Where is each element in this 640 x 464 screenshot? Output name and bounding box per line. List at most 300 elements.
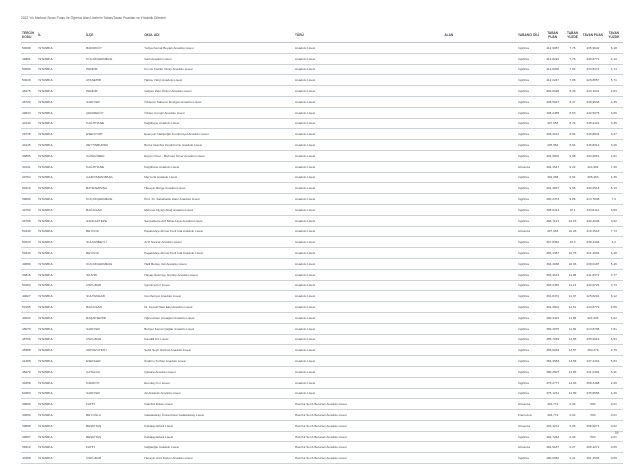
cell-tavan-yuzde: 2,79 bbox=[605, 345, 623, 356]
cell-taban-puan: 390,4423 bbox=[541, 312, 563, 323]
cell-ilce: ESENLER bbox=[85, 356, 143, 367]
table-row bbox=[21, 388, 623, 399]
cell-taban-puan: 404,1547 bbox=[541, 161, 563, 172]
cell-tavan-yuzde: 6,54 bbox=[605, 334, 623, 345]
cell-taban-puan: 405,654 bbox=[541, 140, 563, 151]
cell-yabanci-dili: İngilizce bbox=[517, 237, 541, 248]
cell-ilce: SULTANGAZİ bbox=[85, 291, 143, 302]
cell-okul-adi: Gülşen Zeki Özden Anadolu Lisesi bbox=[143, 86, 294, 97]
cell-tavan-yuzde: 4,61 bbox=[605, 150, 623, 161]
cell-yabanci-dili: İngilizce bbox=[517, 431, 541, 442]
cell-taban-yuzde: 13,56 bbox=[564, 356, 581, 367]
cell-tercih-kodu: 39738 bbox=[21, 129, 37, 140]
cell-turu: Hazırlık Sınıfı Bulunan Anadolu Lisesi bbox=[294, 399, 381, 410]
cell-alan bbox=[381, 64, 517, 75]
cell-tercih-kodu: 40145 bbox=[21, 140, 37, 151]
cell-turu: Anadolu Lisesi bbox=[294, 172, 381, 183]
cell-taban-yuzde: 8,74 bbox=[564, 118, 581, 129]
cell-tavan-yuzde: 6,18 bbox=[605, 43, 623, 54]
cell-il: İSTANBUL bbox=[37, 356, 85, 367]
cell-tercih-kodu: 50028 bbox=[21, 75, 37, 86]
cell-taban-puan: 394,4038 bbox=[541, 258, 563, 269]
cell-taban-yuzde: 13,83 bbox=[564, 366, 581, 377]
cell-tavan-puan: 430,0518 bbox=[581, 183, 604, 194]
cell-tavan-puan: 437,2432 bbox=[581, 356, 604, 367]
cell-taban-yuzde: 9,54 bbox=[564, 172, 581, 183]
cell-turu: Anadolu Lisesi bbox=[294, 96, 381, 107]
table-row bbox=[21, 64, 623, 75]
table-row bbox=[21, 237, 623, 248]
cell-ilce: KAĞITHANE bbox=[85, 161, 143, 172]
cell-taban-yuzde: 10,76 bbox=[564, 248, 581, 259]
cell-tavan-yuzde: 3,92 bbox=[605, 215, 623, 226]
cell-tavan-puan: 421,4683 bbox=[581, 248, 604, 259]
cell-alan bbox=[381, 280, 517, 291]
cell-il: İSTANBUL bbox=[37, 172, 85, 183]
cell-turu: Anadolu Lisesi bbox=[294, 86, 381, 97]
cell-taban-puan: 400,2473 bbox=[541, 194, 563, 205]
page-number: 59 bbox=[615, 431, 619, 435]
cell-tavan-yuzde: 7,81 bbox=[605, 323, 623, 334]
cell-tercih-kodu: 50449 bbox=[21, 248, 37, 259]
cell-il: İSTANBUL bbox=[37, 96, 85, 107]
cell-il: İSTANBUL bbox=[37, 75, 85, 86]
cell-okul-adi: Özden Cengiz Anadolu Lisesi bbox=[143, 107, 294, 118]
cell-tavan-puan: 442,5075 bbox=[581, 107, 604, 118]
cell-turu: Anadolu Lisesi bbox=[294, 183, 381, 194]
cell-taban-puan: 409,0628 bbox=[541, 86, 563, 97]
school-scores-table bbox=[21, 28, 623, 464]
cell-taban-puan: 480,6062 bbox=[541, 453, 563, 464]
cell-tavan-puan: 433,1941 bbox=[581, 86, 604, 97]
cell-yabanci-dili: İngilizce bbox=[517, 312, 541, 323]
cell-yabanci-dili: İngilizce bbox=[517, 150, 541, 161]
cell-taban-yuzde: 9,86 bbox=[564, 194, 581, 205]
cell-il: İSTANBUL bbox=[37, 269, 85, 280]
cell-ilce: BAĞCILAR bbox=[85, 204, 143, 215]
cell-okul-adi: Cağaloğlu Anadolu Lisesi bbox=[143, 442, 294, 453]
cell-taban-yuzde: 0,05 bbox=[564, 420, 581, 431]
cell-yabanci-dili: İngilizce bbox=[517, 258, 541, 269]
cell-tavan-puan: 435,9642 bbox=[581, 43, 604, 54]
cell-yabanci-dili: İngilizce bbox=[517, 172, 541, 183]
cell-turu: Anadolu Lisesi bbox=[294, 64, 381, 75]
cell-tercih-kodu: 49760 bbox=[21, 204, 37, 215]
cell-yabanci-dili: İngilizce bbox=[517, 86, 541, 97]
table-row bbox=[21, 431, 623, 442]
cell-alan bbox=[381, 302, 517, 313]
cell-alan bbox=[381, 420, 517, 431]
cell-yabanci-dili: Almanca bbox=[517, 442, 541, 453]
cell-taban-yuzde: 7,76 bbox=[564, 43, 581, 54]
cell-tercih-kodu: 39895 bbox=[21, 150, 37, 161]
cell-taban-puan: 408,5927 bbox=[541, 96, 563, 107]
cell-il: İSTANBUL bbox=[37, 431, 85, 442]
cell-tavan-yuzde: 4,2 bbox=[605, 237, 623, 248]
cell-tavan-puan: 442,0726 bbox=[581, 280, 604, 291]
cell-taban-yuzde: 10,1 bbox=[564, 204, 581, 215]
cell-alan bbox=[381, 129, 517, 140]
cell-turu: Anadolu Lisesi bbox=[294, 366, 381, 377]
cell-tercih-kodu: 39910 bbox=[21, 442, 37, 453]
cell-taban-yuzde: 9,08 bbox=[564, 150, 581, 161]
cell-taban-yuzde: 8,47 bbox=[564, 96, 581, 107]
cell-alan bbox=[381, 150, 517, 161]
cell-ilce: BAKIRKÖY bbox=[85, 43, 143, 54]
cell-okul-adi: Erenköy Kız Lisesi bbox=[143, 377, 294, 388]
header-okul-adi: OKUL ADI bbox=[143, 28, 294, 43]
cell-taban-puan: 412,8222 bbox=[541, 53, 563, 64]
cell-tavan-yuzde: 3,73 bbox=[605, 280, 623, 291]
cell-yabanci-dili: İngilizce bbox=[517, 388, 541, 399]
cell-okul-adi: Çatalca Anadolu Lisesi bbox=[143, 366, 294, 377]
cell-ilce: PENDİK bbox=[85, 64, 143, 75]
cell-il: İSTANBUL bbox=[37, 280, 85, 291]
cell-tavan-puan: 445,2421 bbox=[581, 118, 604, 129]
cell-il: İSTANBUL bbox=[37, 150, 85, 161]
cell-tercih-kodu: 40059 bbox=[21, 410, 37, 421]
cell-tavan-puan: 458,3488 bbox=[581, 377, 604, 388]
cell-tavan-yuzde: 4,86 bbox=[605, 302, 623, 313]
cell-tavan-yuzde: 4,10 bbox=[605, 53, 623, 64]
cell-yabanci-dili: İngilizce bbox=[517, 356, 541, 367]
cell-turu: Anadolu Lisesi bbox=[294, 323, 381, 334]
cell-taban-puan: 407,053 bbox=[541, 118, 563, 129]
cell-taban-yuzde: 10,26 bbox=[564, 226, 581, 237]
cell-ilce: KAĞITHANE bbox=[85, 118, 143, 129]
cell-tercih-kodu: 39798 bbox=[21, 215, 37, 226]
cell-yabanci-dili: İngilizce bbox=[517, 43, 541, 54]
table-row bbox=[21, 280, 623, 291]
cell-tavan-puan: 500 bbox=[581, 399, 604, 410]
cell-turu: Anadolu Lisesi bbox=[294, 75, 381, 86]
cell-alan bbox=[381, 269, 517, 280]
cell-tavan-yuzde: 1,36 bbox=[605, 172, 623, 183]
cell-yabanci-dili: İngilizce bbox=[517, 118, 541, 129]
cell-okul-adi: Gazi Anadolu Lisesi bbox=[143, 53, 294, 64]
cell-il: İSTANBUL bbox=[37, 399, 85, 410]
cell-ilce: SARIYER bbox=[85, 323, 143, 334]
cell-tercih-kodu: 41388 bbox=[21, 356, 37, 367]
cell-okul-adi: Aziz Sancar Anadolu Lisesi bbox=[143, 237, 294, 248]
cell-tercih-kodu: 49843 bbox=[21, 107, 37, 118]
cell-tavan-puan: 414,982 bbox=[581, 161, 604, 172]
cell-il: İSTANBUL bbox=[37, 194, 85, 205]
cell-alan bbox=[381, 53, 517, 64]
cell-okul-adi: Yahya Kemal Beyatlı Anadolu Lisesi bbox=[143, 43, 294, 54]
table-row bbox=[21, 140, 623, 151]
cell-tercih-kodu: 39890 bbox=[21, 399, 37, 410]
cell-taban-yuzde: 8,53 bbox=[564, 107, 581, 118]
table-header-row bbox=[21, 28, 623, 43]
cell-turu: Anadolu Lisesi bbox=[294, 43, 381, 54]
header-yabanci-dili: YABANCI DİLİ bbox=[517, 28, 541, 43]
cell-alan bbox=[381, 453, 517, 464]
cell-taban-puan: 391,2602 bbox=[541, 302, 563, 313]
cell-tavan-puan: 445,8844 bbox=[581, 129, 604, 140]
cell-turu: Anadolu Lisesi bbox=[294, 118, 381, 129]
cell-taban-yuzde: 9,22 bbox=[564, 161, 581, 172]
cell-tercih-kodu: 40130 bbox=[21, 118, 37, 129]
cell-tavan-yuzde: 3,86 bbox=[605, 107, 623, 118]
cell-ilce: SARIYER bbox=[85, 388, 143, 399]
cell-alan bbox=[381, 204, 517, 215]
cell-okul-adi: Halil Betteş Veli Anadolu Lisesi bbox=[143, 258, 294, 269]
cell-alan bbox=[381, 258, 517, 269]
cell-alan bbox=[381, 75, 517, 86]
cell-tavan-yuzde: 0,06 bbox=[605, 453, 623, 464]
table-row bbox=[21, 150, 623, 161]
cell-okul-adi: Hüseyin Bürge Anadolu Lisesi bbox=[143, 183, 294, 194]
cell-taban-puan: 395,1387 bbox=[541, 248, 563, 259]
cell-okul-adi: Paşabahçe Ahmet Ferit İnal Anadolu Lisesi bbox=[143, 226, 294, 237]
cell-il: İSTANBUL bbox=[37, 86, 85, 97]
cell-alan bbox=[381, 366, 517, 377]
header-taban-yuzde: TABAN YÜZDE bbox=[564, 28, 581, 43]
cell-okul-adi: Kabataş Erkek Lisesi bbox=[143, 420, 294, 431]
cell-tavan-puan: 500 bbox=[581, 431, 604, 442]
cell-alan bbox=[381, 43, 517, 54]
cell-okul-adi: Behçet Kemal Çağlar Anadolu Lisesi bbox=[143, 323, 294, 334]
cell-taban-yuzde: 8,94 bbox=[564, 140, 581, 151]
cell-yabanci-dili: İngilizce bbox=[517, 183, 541, 194]
cell-yabanci-dili: İngilizce bbox=[517, 377, 541, 388]
cell-tercih-kodu: 50380 bbox=[21, 388, 37, 399]
cell-taban-yuzde: 0,06 bbox=[564, 431, 581, 442]
table-row bbox=[21, 323, 623, 334]
cell-taban-yuzde: 8,84 bbox=[564, 129, 581, 140]
cell-alan bbox=[381, 410, 517, 421]
cell-tavan-puan: 500 bbox=[581, 410, 604, 421]
cell-tavan-yuzde: 2,26 bbox=[605, 377, 623, 388]
cell-ilce: BEYKOZ bbox=[85, 226, 143, 237]
cell-il: İSTANBUL bbox=[37, 215, 85, 226]
cell-okul-adi: Mehmet Niyazi Altuğ Anadolu Lisesi bbox=[143, 204, 294, 215]
cell-taban-puan: 494,774 bbox=[541, 399, 563, 410]
cell-tavan-puan: 434,8779 bbox=[581, 302, 604, 313]
cell-alan bbox=[381, 215, 517, 226]
cell-ilce: ZEYTİNBURNU bbox=[85, 140, 143, 151]
cell-il: İSTANBUL bbox=[37, 366, 85, 377]
cell-il: İSTANBUL bbox=[37, 64, 85, 75]
cell-okul-adi: Öğrenciden Armağan Anadolu Lisesi bbox=[143, 312, 294, 323]
cell-tercih-kodu: 50165 bbox=[21, 302, 37, 313]
cell-tercih-kodu: 50323 bbox=[21, 237, 37, 248]
cell-alan bbox=[381, 334, 517, 345]
cell-ilce: KÜÇÜKÇEKMECE bbox=[85, 194, 143, 205]
cell-tercih-kodu: 48079 bbox=[21, 323, 37, 334]
cell-tavan-yuzde: 4,35 bbox=[605, 96, 623, 107]
cell-taban-yuzde: 11,37 bbox=[564, 291, 581, 302]
table-row bbox=[21, 345, 623, 356]
cell-yabanci-dili: İngilizce bbox=[517, 75, 541, 86]
cell-tavan-yuzde: 3,27 bbox=[605, 129, 623, 140]
cell-il: İSTANBUL bbox=[37, 410, 85, 421]
cell-turu: Anadolu Lisesi bbox=[294, 140, 381, 151]
cell-il: İSTANBUL bbox=[37, 226, 85, 237]
cell-yabanci-dili: İngilizce bbox=[517, 323, 541, 334]
cell-okul-adi: Kağıthane Anadolu Lisesi bbox=[143, 161, 294, 172]
cell-ilce: FATİH bbox=[85, 442, 143, 453]
cell-okul-adi: Esenyurt Nakipoğlu Cumhuriyet Anadolu Lisesi bbox=[143, 129, 294, 140]
cell-tavan-puan: 495,4272 bbox=[581, 442, 604, 453]
cell-turu: Anadolu Lisesi bbox=[294, 53, 381, 64]
cell-ilce: BEŞİKTAŞ bbox=[85, 420, 143, 431]
table-row bbox=[21, 75, 623, 86]
cell-tercih-kodu: 50184 bbox=[21, 280, 37, 291]
table-row bbox=[21, 96, 623, 107]
table-row bbox=[21, 248, 623, 259]
cell-alan bbox=[381, 226, 517, 237]
cell-tercih-kodu: 48388 bbox=[21, 345, 37, 356]
cell-alan bbox=[381, 172, 517, 183]
header-turu: TÜRÜ bbox=[294, 28, 381, 43]
cell-taban-puan: 375,1241 bbox=[541, 388, 563, 399]
cell-alan bbox=[381, 194, 517, 205]
cell-taban-yuzde: 9,66 bbox=[564, 183, 581, 194]
cell-turu: Anadolu Lisesi bbox=[294, 226, 381, 237]
cell-okul-adi: İstanbul Erkek Lisesi bbox=[143, 399, 294, 410]
cell-tercih-kodu: 50448 bbox=[21, 226, 37, 237]
cell-yabanci-dili: İngilizce bbox=[517, 53, 541, 64]
cell-il: İSTANBUL bbox=[37, 442, 85, 453]
cell-taban-yuzde: 10,93 bbox=[564, 258, 581, 269]
cell-tavan-puan: 431,0484 bbox=[581, 366, 604, 377]
cell-tavan-yuzde: 0,05 bbox=[605, 442, 623, 453]
cell-tavan-yuzde: 3,59 bbox=[605, 204, 623, 215]
cell-yabanci-dili: İngilizce bbox=[517, 96, 541, 107]
cell-okul-adi: Sancaktepe Arif Nihat Asya Anadolu Lisesi bbox=[143, 215, 294, 226]
cell-turu: Anadolu Lisesi bbox=[294, 194, 381, 205]
table-row bbox=[21, 183, 623, 194]
cell-tavan-yuzde: 0,01 bbox=[605, 399, 623, 410]
table-row bbox=[21, 86, 623, 97]
cell-il: İSTANBUL bbox=[37, 248, 85, 259]
cell-ilce: ATAŞEHİR bbox=[85, 75, 143, 86]
cell-alan bbox=[381, 248, 517, 259]
cell-turu: Hazırlık Sınıfı Bulunan Anadolu Lisesi bbox=[294, 453, 381, 464]
header-ilce: İLÇE bbox=[85, 28, 143, 43]
cell-turu: Anadolu Lisesi bbox=[294, 129, 381, 140]
cell-tavan-puan: 465,463 bbox=[581, 172, 604, 183]
cell-taban-yuzde: 11,08 bbox=[564, 269, 581, 280]
cell-alan bbox=[381, 86, 517, 97]
cell-alan bbox=[381, 356, 517, 367]
table-row bbox=[21, 399, 623, 410]
cell-alan bbox=[381, 183, 517, 194]
cell-okul-adi: Kırımlı Fazilet Olcay Anadolu Lisesi bbox=[143, 64, 294, 75]
cell-ilce: ÇEKMEKÖY bbox=[85, 107, 143, 118]
cell-ilce: ÇATALCA bbox=[85, 366, 143, 377]
cell-yabanci-dili: Almanca bbox=[517, 226, 541, 237]
cell-tavan-puan: 498,0273 bbox=[581, 420, 604, 431]
cell-okul-adi: Şehit Seyit Gürbüz Anadolu Lisesi bbox=[143, 345, 294, 356]
cell-taban-puan: 380,2507 bbox=[541, 366, 563, 377]
cell-tavan-puan: 445,8312 bbox=[581, 140, 604, 151]
cell-taban-puan: 385,6034 bbox=[541, 345, 563, 356]
cell-tercih-kodu: 39897 bbox=[21, 431, 37, 442]
cell-tavan-yuzde: 3,26 bbox=[605, 140, 623, 151]
cell-turu: Anadolu Lisesi bbox=[294, 312, 381, 323]
cell-turu: Anadolu Lisesi bbox=[294, 107, 381, 118]
cell-tavan-puan: 450,379 bbox=[581, 345, 604, 356]
cell-tercih-kodu: 40004 bbox=[21, 312, 37, 323]
cell-alan bbox=[381, 431, 517, 442]
cell-tavan-puan: 413,8788 bbox=[581, 323, 604, 334]
cell-ilce: BAYRAMPAŞA bbox=[85, 183, 143, 194]
cell-il: İSTANBUL bbox=[37, 258, 85, 269]
cell-ilce: FATİH bbox=[85, 399, 143, 410]
cell-il: İSTANBUL bbox=[37, 312, 85, 323]
table-row bbox=[21, 53, 623, 64]
cell-ilce: SANCAKTEPE bbox=[85, 215, 143, 226]
table-body bbox=[21, 43, 623, 464]
cell-taban-puan: 391,8472 bbox=[541, 291, 563, 302]
cell-yabanci-dili: İngilizce bbox=[517, 129, 541, 140]
table-row bbox=[21, 291, 623, 302]
cell-tavan-puan: 434,6851 bbox=[581, 150, 604, 161]
cell-ilce: GÜNGÖREN bbox=[85, 150, 143, 161]
cell-tavan-yuzde: 3,77 bbox=[605, 269, 623, 280]
cell-yabanci-dili: Almanca bbox=[517, 420, 541, 431]
cell-taban-puan: 412,2247 bbox=[541, 75, 563, 86]
header-il: İL bbox=[37, 28, 85, 43]
cell-okul-adi: Borsa İstanbul Zeytinburnu Anadolu Lisesi bbox=[143, 140, 294, 151]
cell-yabanci-dili: İngilizce bbox=[517, 280, 541, 291]
cell-okul-adi: Kabataş Erkek Lisesi bbox=[143, 431, 294, 442]
header-tercih-kodu: TERCİH KODU bbox=[21, 28, 37, 43]
cell-taban-yuzde: 12,55 bbox=[564, 334, 581, 345]
cell-taban-puan: 492,7264 bbox=[541, 431, 563, 442]
cell-taban-puan: 412,9057 bbox=[541, 43, 563, 54]
cell-il: İSTANBUL bbox=[37, 291, 85, 302]
cell-okul-adi: Hasan-Selimiye Gümüş Anadolu Lisesi bbox=[143, 269, 294, 280]
cell-alan bbox=[381, 96, 517, 107]
cell-turu: Anadolu Lisesi bbox=[294, 204, 381, 215]
cell-ilce: BEYOĞLU bbox=[85, 410, 143, 421]
cell-taban-yuzde: 10,3 bbox=[564, 237, 581, 248]
cell-turu: Anadolu Lisesi bbox=[294, 237, 381, 248]
cell-ilce: PENDİK bbox=[85, 86, 143, 97]
cell-taban-yuzde: 0,27 bbox=[564, 442, 581, 453]
table-row bbox=[21, 194, 623, 205]
cell-ilce: ÜSKÜDAR bbox=[85, 280, 143, 291]
cell-taban-puan: 412,6206 bbox=[541, 64, 563, 75]
table-row bbox=[21, 442, 623, 453]
cell-taban-puan: 397,8362 bbox=[541, 237, 563, 248]
cell-tavan-puan: 410,1518 bbox=[581, 226, 604, 237]
cell-tercih-kodu: 39816 bbox=[21, 269, 37, 280]
cell-okul-adi: Prof. Dr. Sabahattin Zaim Anadolu Lisesi bbox=[143, 194, 294, 205]
cell-il: İSTANBUL bbox=[37, 345, 85, 356]
table-row bbox=[21, 302, 623, 313]
cell-turu: Anadolu Lisesi bbox=[294, 345, 381, 356]
cell-turu: Anadolu Lisesi bbox=[294, 269, 381, 280]
cell-tavan-yuzde: 6,12 bbox=[605, 291, 623, 302]
cell-tavan-yuzde: 6,46 bbox=[605, 248, 623, 259]
cell-turu: Hazırlık Sınıfı Bulunan Anadolu Lisesi bbox=[294, 442, 381, 453]
cell-okul-adi: Kandilli Kız Lisesi bbox=[143, 334, 294, 345]
cell-turu: Anadolu Lisesi bbox=[294, 161, 381, 172]
cell-il: İSTANBUL bbox=[37, 107, 85, 118]
table-row bbox=[21, 172, 623, 183]
cell-ilce: KÜÇÜKÇEKMECE bbox=[85, 53, 143, 64]
cell-taban-yuzde: 11,51 bbox=[564, 302, 581, 313]
cell-il: İSTANBUL bbox=[37, 323, 85, 334]
cell-turu: Anadolu Lisesi bbox=[294, 356, 381, 367]
cell-yabanci-dili: İngilizce bbox=[517, 291, 541, 302]
table-row bbox=[21, 118, 623, 129]
